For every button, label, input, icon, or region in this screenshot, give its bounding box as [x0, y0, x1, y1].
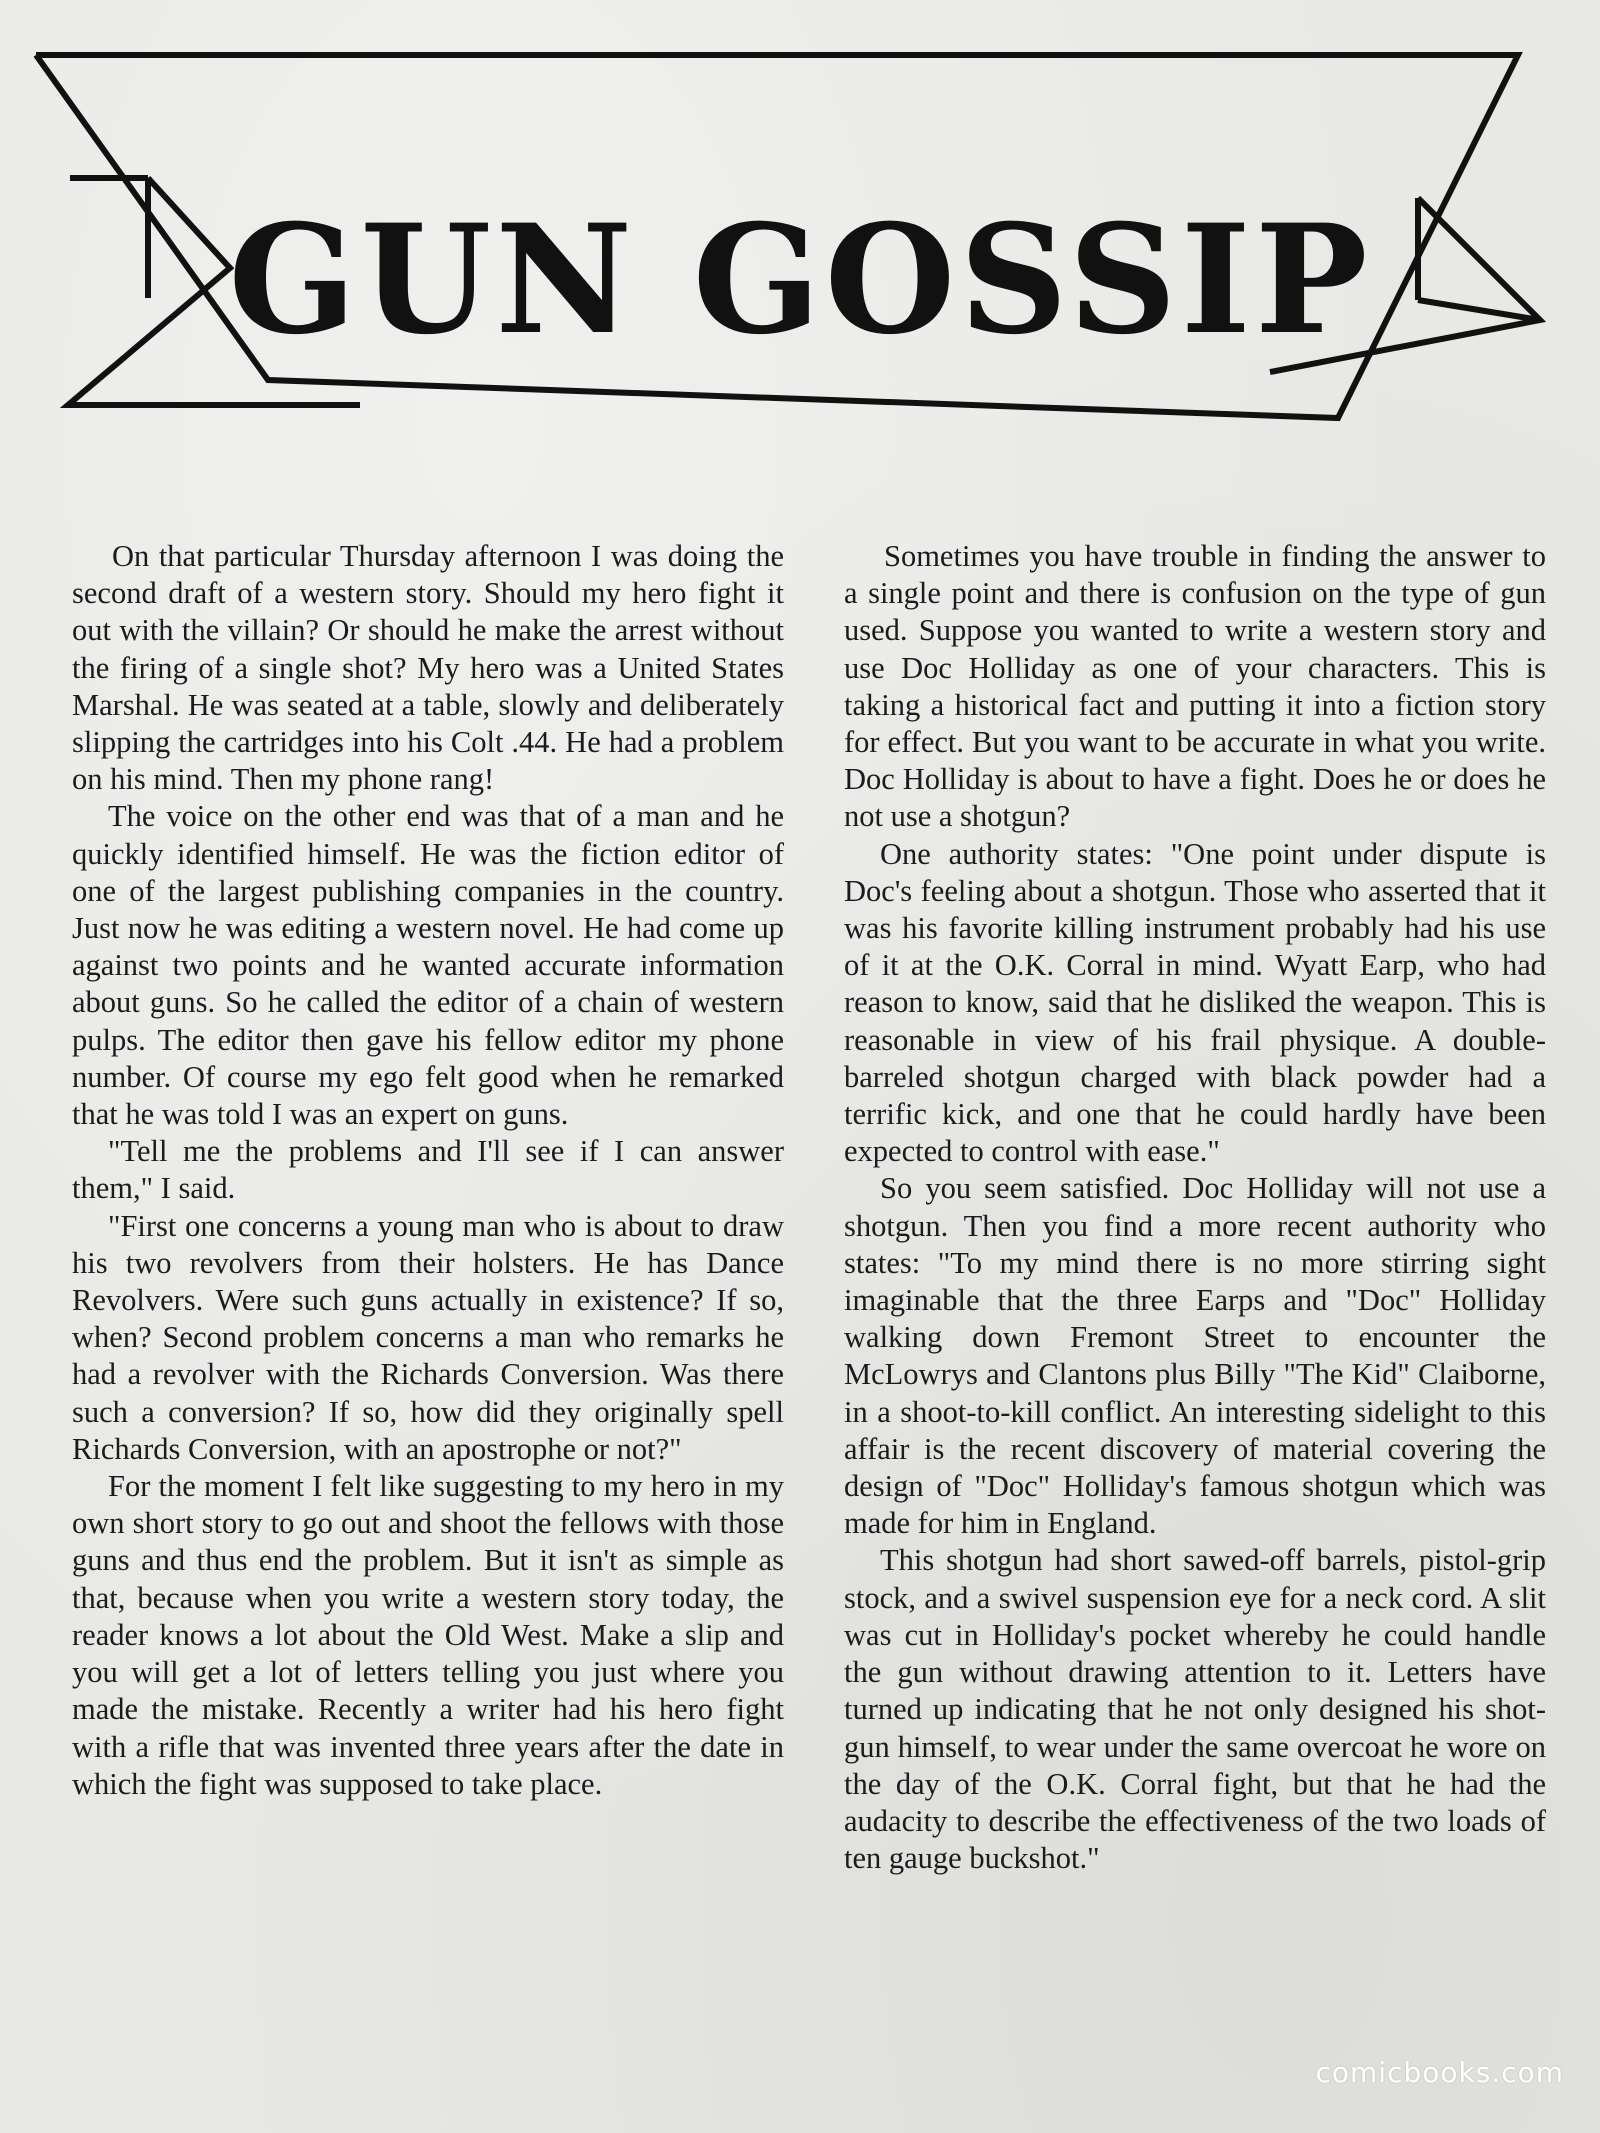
article-left-column — [72, 538, 784, 1803]
page-title: GUN GOSSIP — [228, 192, 1372, 368]
paragraph: One authority states: "One point under dispute is Doc's feeling about a shotgun. Those who asserted that it was his favorite killing instrument probably had his use of it at the O.K. Corral in mind. Wyatt Earp, who had reason to know, said that he disliked the weapon. This is reasonable in view of his frail physique. A double-barreled shotgun charged with black powder had a terrific kick, and one that he could hardly have been expected to control with ease." — [844, 836, 1546, 1169]
paragraph: On that particular Thursday afternoon I was doing the second draft of a western story. Should my hero fight it out with the villain? Or should he make the arrest without the firing of a single shot? My hero was a United States Marshal. He was seated at a table, slowly and deliberately slipping the cartridges into his Colt .44. He had a problem on his mind. Then my phone rang! — [72, 539, 784, 797]
paragraph: So you seem satisfied. Doc Holliday will not use a shotgun. Then you find a more recent authority who states: "To my mind there is no more stirring sight imaginable that the three Earps and "Doc" Holliday walking down Fremont Street to encounter the McLowrys and Clantons plus Billy "The Kid" Claiborne, in a shoot-to-kill conflict. An interesting sidelight to this affair is the recent discovery of material covering the design of "Doc" Holliday's famous shotgun which was made for him in England. — [844, 1171, 1546, 1541]
source-watermark: comicbooks.com — [1315, 2056, 1564, 2089]
paragraph: The voice on the other end was that of a man and he quickly identified himself. He was the fiction editor of one of the largest publishing companies in the country. Just now he was editing a western novel. He had come up against two points and he wanted accurate information about guns. So he called the editor of a chain of western pulps. The editor then gave his fellow editor my phone number. Of course my ego felt good when he remarked that he was told I was an expert on guns. — [72, 799, 784, 1132]
paragraph: Sometimes you have trouble in finding the answer to a single point and there is confusion on the type of gun used. Suppose you wanted to write a western story and use Doc Holliday as one of your characters. This is taking a historical fact and putting it into a fiction story for effect. But you want to be accurate in what you write. Doc Holliday is about to have a fight. Does he or does he not use a shotgun? — [844, 539, 1546, 834]
paragraph: "First one concerns a young man who is about to draw his two revolvers from their holsters. He has Dance Revolvers. Were such guns actually in existence? If so, when? Second problem concerns a man who remarks he had a revolver with the Richards Conversion. Was there such a conversion? If so, how did they originally spell Richards Conversion, with an apostrophe or not?" — [72, 1208, 784, 1466]
paragraph: "Tell me the problems and I'll see if I can answer them," I said. — [72, 1134, 784, 1206]
paragraph: This shotgun had short sawed-off barrels, pistol-grip stock, and a swivel suspension eye for a neck cord. A slit was cut in Holliday's pocket whereby he could handle the gun without drawing attention to it. Letters have turned up indicating that he not only designed his shotgun himself, to wear under the same overcoat he wore on the day of the O.K. Corral fight, but that he had the audacity to describe the effectiveness of the two loads of ten gauge buckshot." — [844, 1543, 1546, 1876]
title-banner — [0, 0, 1600, 520]
paragraph: For the moment I felt like suggesting to my hero in my own short story to go out and shoot the fellows with those guns and thus end the problem. But it isn't as simple as that, because when you write a western story today, the reader knows a lot about the Old West. Make a slip and you will get a lot of letters telling you just where you made the mistake. Recently a writer had his hero fight with a rifle that was invented three years after the date in which the fight was supposed to take place. — [72, 1469, 784, 1801]
article-right-column — [844, 538, 1546, 1877]
